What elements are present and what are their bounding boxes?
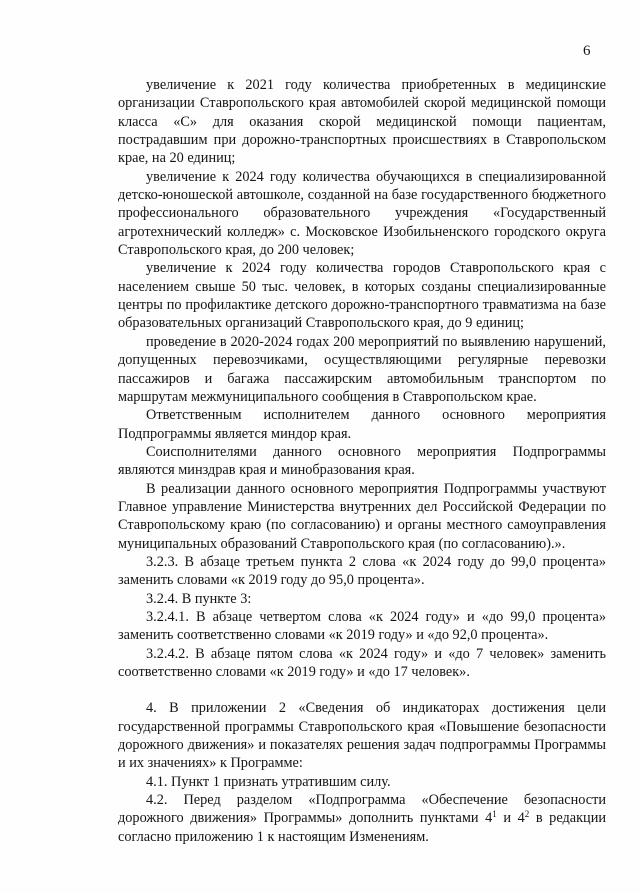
paragraph-section-4: 4. В приложении 2 «Сведения об индикаторах достижения цели государственной программы Ставропольского края «Повышение безопасности дорожного движения» и показателях решения задач подпрограммы Программы и их значениях» к Программе: [118, 700, 606, 772]
paragraph-prevention-centers: увеличение к 2024 году количества городов Ставропольского края с населением свыше 50 тыс. человек, в которых созданы специализированные центры по профилактике детского дорожно-транспортного травматизма на базе образовательных организаций Ставропольского края, до 9 единиц; [118, 260, 606, 332]
paragraph-3-2-4-1: 3.2.4.1. В абзаце четвертом слова «к 2024 году» и «до 99,0 процента» заменить соответственно словами «к 2019 году» и «до 92,0 процента». [118, 608, 606, 644]
paragraph-4-2-text-after: в редакции согласно приложению 1 к настоящим Изменениям. [118, 810, 606, 845]
paragraph-responsible-executor: Ответственным исполнителем данного основного мероприятия Подпрограммы является миндор края. [118, 407, 606, 442]
paragraph-driving-school: увеличение к 2024 году количества обучающихся в специализированной детско-юношеской автошколе, созданной на базе государственного бюджетного профессионального образовательного учреждения «Государственный агротехнический колледж» с. Московское Изобильненского городского округа Ставропольского края, до 200 человек; [118, 168, 606, 259]
paragraph-co-executors: Соисполнителями данного основного мероприятия Подпрограммы являются минздрав края и минобразования края. [118, 443, 606, 479]
paragraph-4-2-text-before: 4.2. Перед разделом «Подпрограмма «Обеспечение безопасности дорожного движения» Программы» дополнить пунктами 4 [118, 792, 606, 827]
paragraph-4-1: 4.1. Пункт 1 признать утратившим силу. [146, 773, 391, 790]
paragraph-3-2-3: 3.2.3. В абзаце третьем пункта 2 слова «к 2024 году до 99,0 процента» заменить словами «к 2019 году до 95,0 процента». [118, 553, 606, 589]
paragraph-4-2 [118, 791, 606, 846]
paragraph-participants: В реализации данного основного мероприятия Подпрограммы участвуют Главное управление Министерства внутренних дел Российской Федерации по Ставропольскому краю (по согласованию) и органы местного самоуправления муниципальных образований Ставропольского края (по согласованию).». [118, 480, 606, 552]
superscript-1: 1 [492, 809, 497, 820]
paragraph-3-2-4-2: 3.2.4.2. В абзаце пятом слова «к 2024 году» и «до 7 человек» заменить соответственно словами «к 2019 году» и «до 17 человек». [118, 645, 606, 680]
paragraph-4-2-text-middle: и 4 [496, 810, 525, 827]
document-body [118, 76, 606, 846]
page-number: 6 [583, 43, 591, 59]
paragraph-3-2-4: 3.2.4. В пункте 3: [146, 590, 252, 607]
paragraph-ambulance-vehicles: увеличение к 2021 году количества приобретенных в медицинские организации Ставропольского края автомобилей скорой медицинской помощи класса «С» для оказания скорой медицинской помощи пациентам, пострадавшим при дорожно-транспортных происшествиях в Ставропольском крае, на 20 единиц; [118, 77, 606, 167]
section-spacer [118, 681, 606, 699]
paragraph-inspection-events: проведение в 2020-2024 годах 200 мероприятий по выявлению нарушений, допущенных перевозчиками, осуществляющими регулярные перевозки пассажиров и багажа пассажирским автомобильным транспортом по маршрутам межмуниципального сообщения в Ставропольском крае. [118, 333, 606, 405]
superscript-2: 2 [524, 809, 530, 820]
